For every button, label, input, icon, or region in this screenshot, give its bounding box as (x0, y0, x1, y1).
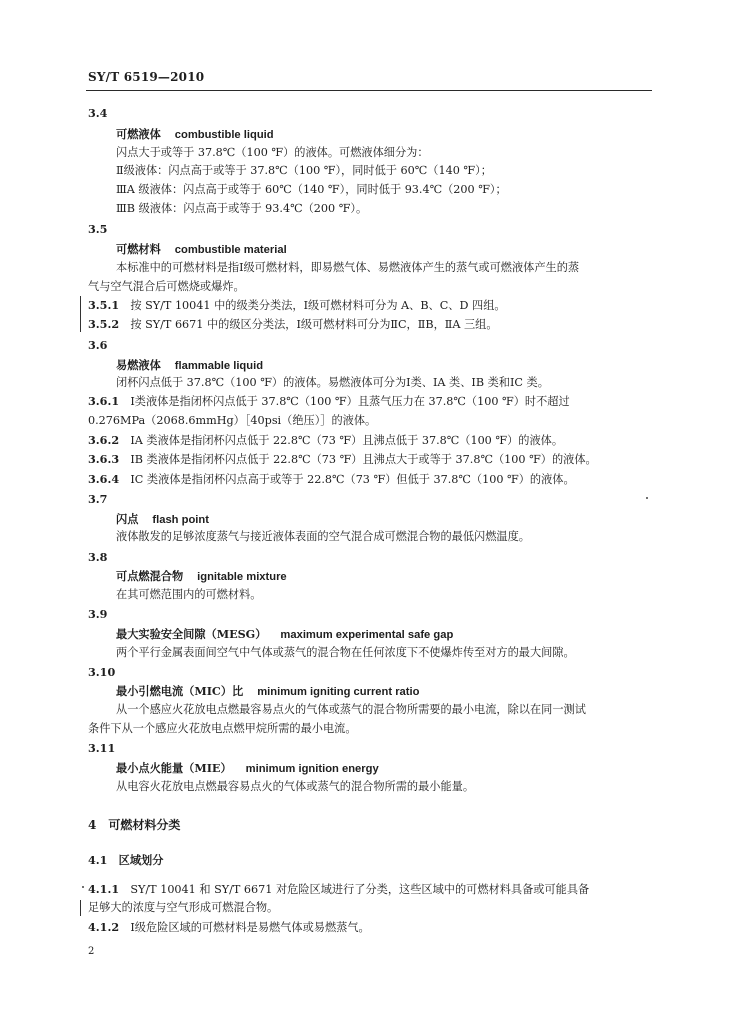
paragraph-line: 气与空气混合后可燃烧或爆炸。 (88, 280, 245, 293)
page-number: 2 (88, 946, 95, 957)
scan-mark (646, 497, 648, 499)
section-3-4-term (116, 127, 274, 142)
term-cn: 可燃液体 (116, 127, 161, 141)
term-en: minimum igniting current ratio (257, 686, 420, 698)
section-3-7-number: 3.7 (88, 492, 108, 506)
section-3-8-number: 3.8 (88, 550, 108, 564)
term-en: ignitable mixture (197, 571, 287, 583)
section-3-8-term (116, 569, 287, 584)
clause-text: Ⅰ级危险区域的可燃材料是易燃气体或易燃蒸气。 (130, 921, 370, 934)
paragraph-line: 在其可燃范围内的可燃材料。 (116, 588, 262, 601)
scan-mark (82, 886, 84, 888)
section-3-5-number: 3.5 (88, 222, 108, 236)
clause-text: ⅠA 类液体是指闭杯闪点低于 22.8℃（73 ℉）且沸点低于 37.8℃（100 ℉）的液体。 (130, 434, 564, 447)
clause-text: ⅠC 类液体是指闭杯闪点高于或等于 22.8℃（73 ℉）但低于 37.8℃（100 ℉）的液体。 (130, 473, 575, 486)
section-3-4-number: 3.4 (88, 106, 108, 120)
term-en: combustible material (174, 244, 287, 256)
header-rule (86, 90, 652, 91)
standard-code-header: SY/T 6519—2010 (88, 70, 205, 84)
section-3-9-term (116, 627, 453, 642)
section-3-6-number: 3.6 (88, 338, 108, 352)
section-4-1-heading: 4.1 区域划分 (88, 853, 164, 867)
clause-text: ⅠB 类液体是指闭杯闪点低于 22.8℃（73 ℉）且沸点大于或等于 37.8℃（100 ℉）的液体。 (130, 453, 597, 466)
clause-number: 3.6.2 (88, 433, 120, 447)
section-3-7-term (116, 512, 209, 527)
term-cn: 可点燃混合物 (116, 569, 184, 583)
paragraph-line: 条件下从一个感应火花放电点燃甲烷所需的最小电流。 (88, 722, 357, 735)
clause-number: 3.6.1 (88, 394, 120, 408)
paragraph-line: 两个平行金属表面间空气中气体或蒸气的混合物在任何浓度下不使爆炸传至对方的最大间隙。 (116, 646, 575, 659)
clause-4-1-1 (88, 882, 589, 897)
clause-3-6-2 (88, 433, 563, 448)
term-cn: 最大实验安全间隙（MESG） (116, 627, 267, 641)
clause-number: 4.1.2 (88, 920, 120, 934)
paragraph-line: Ⅱ级液体：闪点高于或等于 37.8℃（100 ℉），同时低于 60℃（140 ℉）； (116, 164, 492, 177)
term-en: flammable liquid (174, 360, 264, 372)
term-en: combustible liquid (174, 129, 274, 141)
clause-number: 3.6.4 (88, 472, 120, 486)
section-3-11-number: 3.11 (88, 741, 116, 755)
clause-text: 按 SY/T 10041 中的级类分类法，Ⅰ级可燃材料可分为 A、B、C、D 四组。 (130, 299, 506, 312)
clause-text: SY/T 10041 和 SY/T 6671 对危险区域进行了分类，这些区域中的可燃材料具备或可能具备 (130, 883, 590, 896)
section-3-10-number: 3.10 (88, 665, 116, 679)
section-3-9-number: 3.9 (88, 607, 108, 621)
term-cn: 可燃材料 (116, 242, 161, 256)
term-en: minimum ignition energy (245, 763, 379, 775)
term-en: flash point (152, 514, 209, 526)
clause-3-6-1 (88, 394, 570, 409)
paragraph-line: 从一个感应火花放电点燃最容易点火的气体或蒸气的混合物所需要的最小电流，除以在同一测试 (116, 703, 586, 716)
paragraph-line: ⅢB 级液体：闪点高于或等于 93.4℃（200 ℉）。 (116, 202, 368, 215)
clause-3-5-2 (88, 317, 498, 332)
paragraph-line: 液体散发的足够浓度蒸气与接近液体表面的空气混合成可燃混合物的最低闪燃温度。 (116, 530, 530, 543)
clause-number: 3.5.2 (88, 317, 120, 331)
clause-3-6-4 (88, 472, 575, 487)
chapter-4-heading: 4 可燃材料分类 (88, 818, 181, 832)
paragraph-line: ⅢA 级液体：闪点高于或等于 60℃（140 ℉），同时低于 93.4℃（200 ℉）； (116, 183, 507, 196)
term-cn: 闪点 (116, 512, 139, 526)
term-cn: 最小点火能量（MIE） (116, 761, 232, 775)
term-cn: 最小引燃电流（MIC）比 (116, 684, 244, 698)
section-3-5-term (116, 242, 287, 257)
clause-text: 按 SY/T 6671 中的级区分类法，Ⅰ级可燃材料可分为ⅡC，ⅡB，ⅡA 三组。 (130, 318, 498, 331)
section-3-11-term (116, 761, 379, 776)
clause-3-6-3 (88, 452, 597, 467)
clause-number: 4.1.1 (88, 882, 120, 896)
clause-number: 3.5.1 (88, 298, 120, 312)
paragraph-line: 从电容火花放电点燃最容易点火的气体或蒸气的混合物所需的最小能量。 (116, 780, 475, 793)
paragraph-line: 闪点大于或等于 37.8℃（100 ℉）的液体。可燃液体细分为： (116, 146, 429, 159)
section-3-6-term (116, 358, 263, 373)
clause-4-1-2 (88, 920, 370, 935)
term-cn: 易燃液体 (116, 358, 161, 372)
clause-number: 3.6.3 (88, 452, 120, 466)
section-3-10-term (116, 684, 419, 699)
revision-bar (80, 296, 81, 332)
term-en: maximum experimental safe gap (280, 629, 454, 641)
clause-3-5-1 (88, 298, 506, 313)
paragraph-line: 本标准中的可燃材料是指Ⅰ级可燃材料，即易燃气体、易燃液体产生的蒸气或可燃液体产生的蒸 (116, 261, 580, 274)
clause-text: Ⅰ类液体是指闭杯闪点低于 37.8℃（100 ℉）且蒸气压力在 37.8℃（100 ℉）时不超过 (130, 395, 570, 408)
paragraph-line: 闭杯闪点低于 37.8℃（100 ℉）的液体。易燃液体可分为Ⅰ类、ⅠA 类、ⅠB 类和ⅠC 类。 (116, 376, 549, 389)
paragraph-line: 足够大的浓度与空气形成可燃混合物。 (88, 901, 279, 914)
revision-bar (80, 900, 81, 916)
paragraph-line: 0.276MPa（2068.6mmHg）［40psi（绝压）］的液体。 (88, 414, 377, 427)
